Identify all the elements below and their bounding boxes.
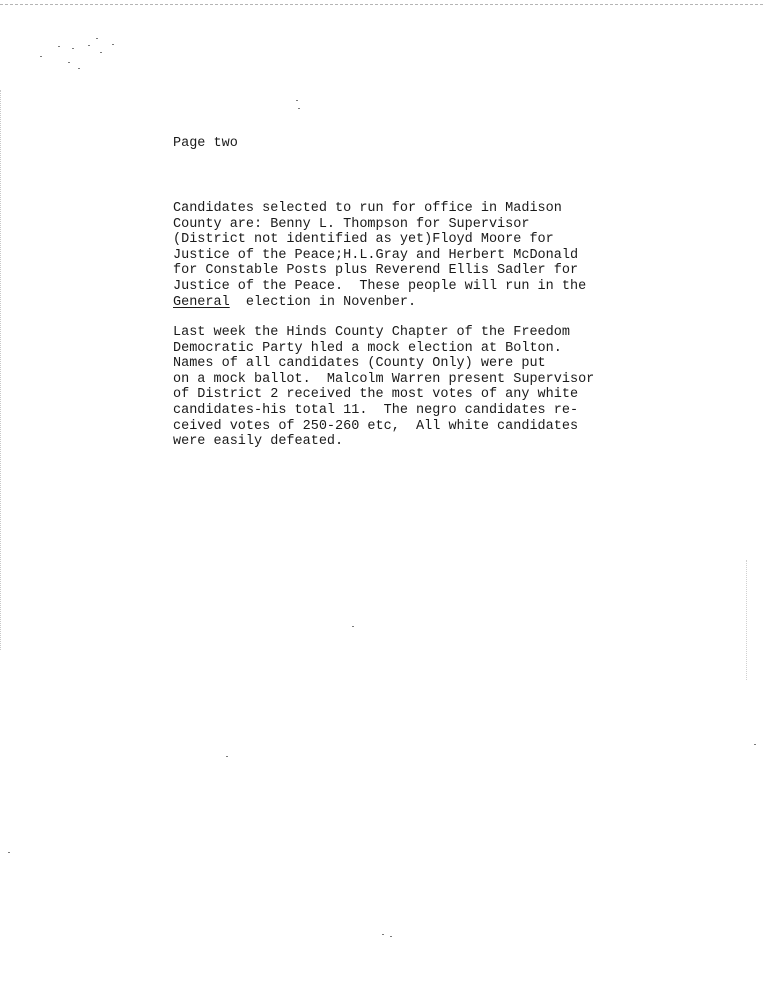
scan-speck — [226, 756, 228, 757]
paragraph-candidates — [173, 201, 586, 310]
scan-speck — [8, 852, 10, 853]
text-line: Names of all candidates (County Only) were put — [173, 356, 546, 372]
scan-speck — [100, 52, 102, 53]
scan-speck — [754, 744, 756, 745]
text-line: of District 2 received the most votes of any white — [173, 387, 579, 403]
page-label: Page two — [173, 136, 238, 151]
scan-speck — [96, 38, 98, 39]
text-line: Justice of the Peace;H.L.Gray and Herbert McDonald — [173, 247, 579, 263]
scan-speck — [352, 626, 354, 627]
scan-speck — [112, 44, 114, 45]
scan-speck — [298, 108, 300, 109]
text-line — [173, 295, 586, 311]
scan-speck — [78, 68, 80, 69]
text-line: Last week the Hinds County Chapter of the Freedom — [173, 325, 570, 340]
left-edge-artifact — [0, 90, 1, 650]
top-edge-rule — [0, 4, 763, 5]
scan-speck — [88, 45, 90, 46]
text-line: Justice of the Peace. These people will run in the — [173, 278, 587, 294]
scan-speck — [382, 934, 384, 935]
right-edge-artifact — [746, 560, 747, 680]
scan-speck — [296, 100, 298, 101]
text-line: Candidates selected to run for office in Madison — [173, 201, 562, 216]
text-line: Democratic Party hled a mock election at Bolton. — [173, 340, 562, 356]
scan-speck — [40, 56, 42, 57]
text-line-rest: election in Novenber. — [229, 294, 417, 310]
scan-speck — [58, 46, 60, 47]
scan-speck — [390, 936, 392, 937]
scan-speck — [72, 48, 74, 49]
text-line: for Constable Posts plus Reverend Ellis Sadler for — [173, 263, 579, 279]
text-line: were easily defeated. — [173, 434, 344, 450]
text-line: on a mock ballot. Malcolm Warren present Supervisor — [173, 371, 595, 387]
underlined-word: General — [173, 294, 230, 310]
text-line: County are: Benny L. Thompson for Supervisor — [173, 216, 530, 232]
scan-speck — [68, 62, 70, 63]
text-line: ceived votes of 250-260 etc, All white candidates — [173, 418, 579, 434]
text-line: candidates-his total 11. The negro candidates re- — [173, 402, 579, 418]
paragraph-mock-election — [173, 325, 594, 450]
text-line: (District not identified as yet)Floyd Moore for — [173, 232, 554, 248]
